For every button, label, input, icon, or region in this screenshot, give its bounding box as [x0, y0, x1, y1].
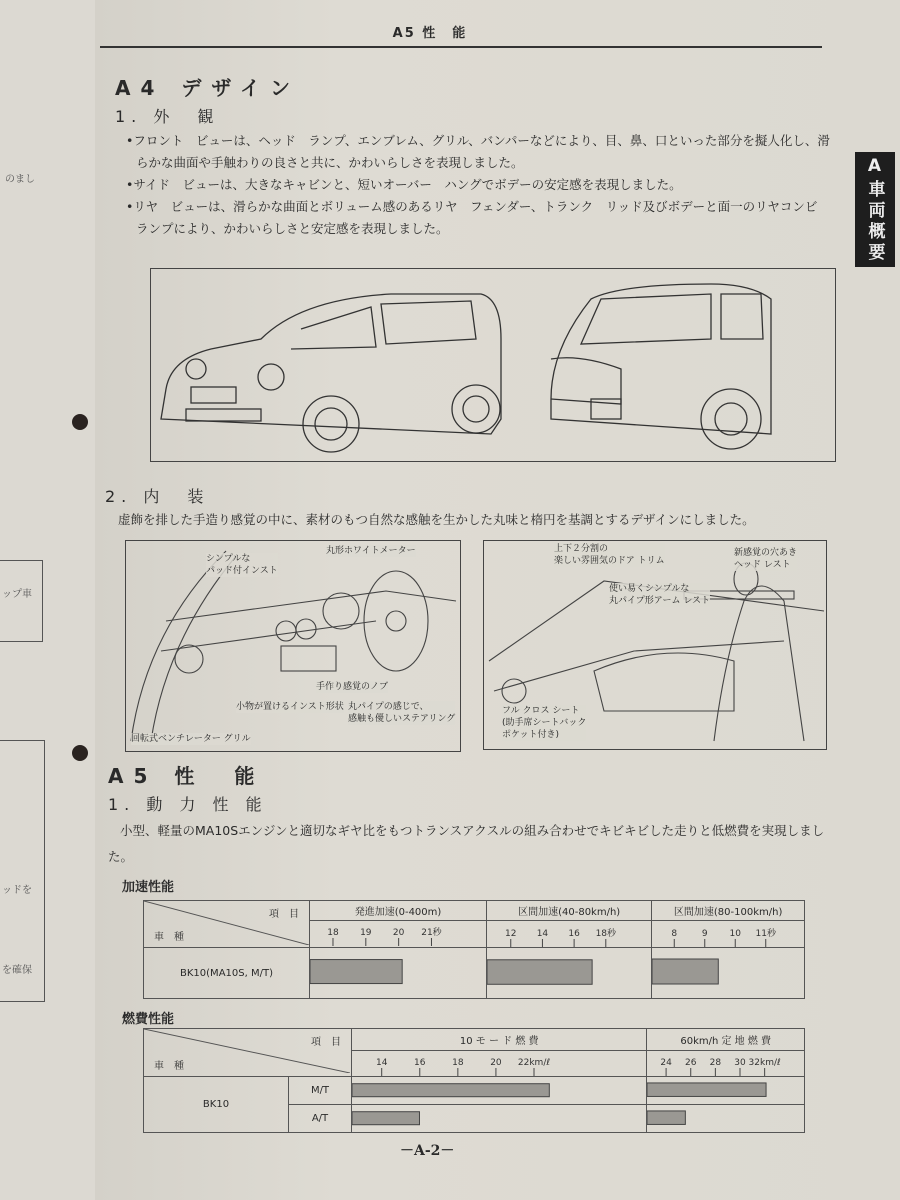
fragment-text: ップ車: [2, 589, 32, 600]
bar: [310, 960, 402, 984]
bar: [487, 959, 592, 984]
axis: [352, 1052, 563, 1076]
section-tab[interactable]: A車両概要: [855, 152, 895, 267]
fragment-text: のまし: [5, 174, 35, 185]
tick-label: 16: [568, 928, 580, 939]
tick-label: 12: [505, 928, 517, 939]
tick-label: 30: [734, 1058, 747, 1068]
tick-label: 22km/ℓ: [517, 1057, 551, 1068]
subsection-power: 1. 動 力 性 能: [108, 795, 268, 814]
header-vehicle-label: 車 種: [154, 1061, 184, 1072]
axis: [487, 922, 630, 947]
adjacent-page-edge: [0, 0, 96, 1200]
bar: [647, 1111, 685, 1125]
bar-cell: [310, 948, 487, 999]
bar: [352, 1083, 549, 1096]
axis-cell: [352, 1051, 647, 1077]
tick-label: 21秒: [421, 928, 442, 938]
row-label: M/T: [289, 1077, 352, 1105]
callout-label: フル クロス シート (助手席シートバック ポケット付き): [502, 706, 587, 740]
fuel-title: 燃費性能: [122, 1012, 175, 1027]
callout-label: 小物が置けるインスト形状: [236, 702, 344, 712]
callout-label: 新感覚の穴あき ヘッド レスト: [734, 548, 798, 570]
fragment-table: [0, 740, 45, 1002]
callout-label: 丸形ホワイトメーター: [326, 546, 416, 556]
bar-cell: [647, 1077, 805, 1105]
bar-cell: [647, 1105, 805, 1133]
acceleration-title: 加速性能: [122, 880, 175, 895]
exterior-bullets: [126, 130, 838, 240]
subsection-exterior: 1. 外 観: [115, 107, 220, 126]
bullet-front: •フロント ビューは、ヘッド ランプ、エンブレム、グリル、バンパーなどにより、目、鼻、口といった部分を擬人化し、滑らかな曲面や手触わりの良さと共に、かわいらしさを表現しました。: [126, 133, 830, 170]
bullet-rear: •リヤ ビューは、滑らかな曲面とボリューム感のあるリヤ フェンダー、トランク リッド及びボデーと面一のリヤコンビ ランプにより、かわいらしさと安定感を表現しました。: [126, 199, 830, 236]
tick-label: 26: [685, 1058, 697, 1068]
tick-label: 11秒: [755, 929, 777, 939]
header-rule: [100, 46, 822, 48]
section-title-a5: A5 性 能: [108, 764, 265, 788]
exterior-illustration: [150, 268, 836, 462]
bar-plot: [310, 949, 479, 997]
section-title-a4: A4 デザイン: [115, 76, 300, 100]
power-description: 小型、軽量のMA10Sエンジンと適切なギヤ比をもつトランスアクスルの組み合わせでキビキビした走りと低燃費を実現しました。: [108, 823, 825, 864]
bar-cell: [652, 948, 805, 999]
binder-hole: [72, 414, 88, 430]
tick-label: 19: [360, 928, 372, 938]
callout-label: 使い易くシンプルな 丸パイプ形アーム レスト: [609, 584, 711, 606]
tick-label: 14: [375, 1057, 388, 1068]
tick-label: 8: [671, 929, 678, 939]
callout-label: 回転式ベンチレーター グリル: [131, 734, 251, 744]
bar-plot: [487, 949, 645, 998]
row-group-label: BK10: [144, 1077, 289, 1133]
tick-label: 24: [660, 1058, 673, 1068]
acceleration-table: [143, 900, 805, 999]
bar: [652, 959, 718, 984]
bar: [352, 1111, 419, 1124]
tick-label: 18秒: [595, 928, 617, 939]
panel-header: 10 モ ー ド 燃 費: [352, 1029, 647, 1051]
page-number: －A-2－: [400, 1143, 455, 1159]
fragment-text: ッドを: [2, 885, 32, 896]
binder-hole: [72, 745, 88, 761]
car-rear-view: [551, 284, 771, 449]
axis: [647, 1051, 784, 1076]
fuel-table: [143, 1028, 805, 1133]
interior-description: 虚飾を排した手造り感覚の中に、素材のもつ自然な感触を生かした丸味と楕円を基調とするデザインにしました。: [118, 512, 755, 527]
bar-plot: [647, 1105, 802, 1132]
callout-label: 上下２分割の 楽しい雰囲気のドア トリム: [554, 544, 665, 566]
tick-label: 9: [702, 929, 708, 939]
bar-cell: [487, 948, 652, 999]
bar: [647, 1083, 766, 1097]
tick-label: 18: [452, 1057, 464, 1068]
axis-cell: [487, 921, 652, 948]
tick-label: 20: [490, 1057, 502, 1068]
bar-cell: [352, 1077, 647, 1105]
car-front-side-view: [161, 294, 501, 452]
row-label: BK10(MA10S, M/T): [144, 948, 310, 999]
tick-label: 16: [414, 1057, 426, 1068]
header-diagonal-cell: [144, 1029, 352, 1077]
row-label: A/T: [289, 1105, 352, 1133]
bar-plot: [352, 1106, 644, 1132]
bullet-side: •サイド ビューは、大きなキャビンと、短いオーバー ハングでボデーの安定感を表現しました。: [126, 177, 682, 192]
fragment-text: を確保: [2, 965, 32, 976]
bar-plot: [652, 948, 798, 998]
callout-label: シンプルな パッド付インスト: [206, 554, 278, 576]
dashboard-illustration: [125, 540, 461, 752]
tick-label: 28: [710, 1058, 722, 1068]
header-item-label: 項 目: [311, 1037, 341, 1048]
panel-header: 区間加速(40-80km/h): [487, 901, 652, 921]
axis-cell: [647, 1051, 805, 1077]
seat-illustration: [483, 540, 827, 750]
header-diagonal-cell: [144, 901, 310, 948]
callout-label: 丸パイプの感じで、 感触も優しいステアリング: [348, 702, 456, 724]
axis-cell: [652, 921, 805, 948]
tick-label: 18: [327, 928, 339, 938]
panel-header: 発進加速(0-400m): [310, 901, 487, 921]
axis: [652, 921, 788, 947]
panel-header: 区間加速(80-100km/h): [652, 901, 805, 921]
header-vehicle-label: 車 種: [154, 932, 184, 943]
bar-plot: [352, 1078, 626, 1104]
subsection-interior: 2. 内 装: [105, 487, 210, 506]
axis: [310, 922, 454, 946]
car-exterior-drawing: [151, 269, 835, 461]
fragment-table: [0, 560, 43, 642]
running-header: A5 性 能: [392, 26, 468, 41]
tick-label: 10: [729, 929, 742, 939]
tick-label: 20: [392, 928, 405, 938]
tick-label: 32km/ℓ: [748, 1058, 782, 1068]
panel-header: 60km/h 定 地 燃 費: [647, 1029, 805, 1051]
callout-label: 手作り感覚のノブ: [316, 682, 389, 692]
header-item-label: 項 目: [269, 909, 299, 920]
bar-plot: [647, 1077, 798, 1104]
bar-cell: [352, 1105, 647, 1133]
tick-label: 14: [536, 928, 549, 939]
axis-cell: [310, 921, 487, 948]
